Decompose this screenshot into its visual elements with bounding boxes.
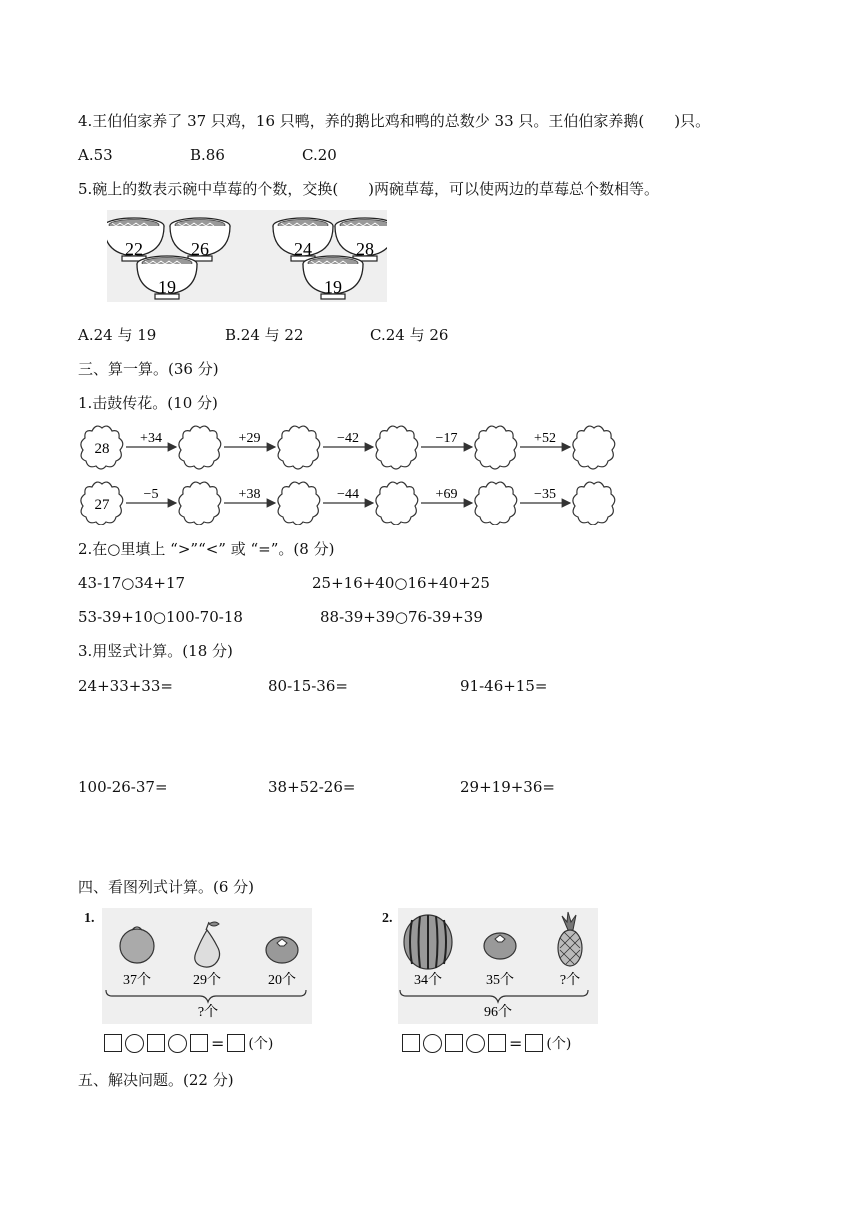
fig1-label: 1. (84, 911, 95, 926)
q4-option-c: C.20 (302, 146, 337, 164)
q5-option-c: C.24 与 26 (370, 326, 449, 344)
blank-box[interactable] (147, 1034, 165, 1052)
section4-title: 四、看图列式计算。(6 分) (78, 878, 255, 896)
op-label-row1-0: +34 (140, 431, 162, 446)
flower-row2-1 (179, 482, 221, 525)
fig2-label: 2. (382, 911, 393, 926)
flower-row2-start-number: 27 (94, 497, 110, 513)
s3-q3-expr-6: 29+19+36= (460, 778, 555, 796)
flower-row1-1 (179, 426, 221, 469)
flower-row1-2 (278, 426, 320, 469)
s3-q2-item-1: 43-17○34+17 (78, 574, 186, 592)
operator-circle[interactable] (125, 1034, 144, 1053)
s3-q1-title: 1.击鼓传花。(10 分) (78, 394, 218, 412)
fig1-count-2: 29个 (193, 973, 221, 988)
section5-title: 五、解决问题。(22 分) (78, 1071, 234, 1089)
operator-circle[interactable] (168, 1034, 187, 1053)
fig2-count-3: ?个 (559, 973, 581, 988)
q5-option-b: B.24 与 22 (225, 326, 304, 344)
s3-q2-item-2: 25+16+40○16+40+25 (312, 574, 490, 592)
equals-sign: = (211, 1033, 225, 1053)
drum-pass-flower-chain (80, 425, 620, 525)
fig1-equation-blanks (104, 1033, 273, 1053)
bowl-left-1-number: 22 (125, 239, 143, 259)
answer-box[interactable] (227, 1034, 245, 1052)
tangerine-icon (266, 937, 298, 963)
q4-question: 4.王伯伯家养了 37 只鸡，16 只鸭，养的鹅比鸡和鸭的总数少 33 只。王伯伯家养鹅( )只。 (78, 112, 711, 130)
s3-q2-title: 2.在○里填上 “>”“<” 或 “=”。(8 分) (78, 540, 335, 558)
blank-box[interactable] (104, 1034, 122, 1052)
fig2-brace (400, 990, 588, 1002)
s3-q3-expr-4: 100-26-37= (78, 778, 168, 796)
equals-sign: = (509, 1033, 523, 1053)
section3-title: 三、算一算。(36 分) (78, 360, 219, 378)
fig2-fruits (398, 908, 598, 1020)
q4-option-a: A.53 (78, 146, 113, 164)
blank-box[interactable] (445, 1034, 463, 1052)
fig1-count-1: 37个 (123, 973, 151, 988)
watermelon-icon (404, 915, 452, 969)
op-label-row2-3: +69 (435, 487, 458, 502)
flower-row1-4 (475, 426, 517, 469)
fig2-count-1: 34个 (414, 973, 442, 988)
fig1-total: ?个 (197, 1005, 219, 1020)
flower-row1-3 (376, 426, 418, 469)
op-label-row2-1: +38 (238, 487, 261, 502)
q5-option-a: A.24 与 19 (78, 326, 157, 344)
op-label-row2-2: −44 (337, 487, 359, 502)
blank-box[interactable] (402, 1034, 420, 1052)
strawberry-bowls-figure (107, 210, 387, 302)
flower-row2-4 (475, 482, 517, 525)
flower-row1-start-number: 28 (94, 441, 110, 457)
op-label-row1-1: +29 (238, 431, 261, 446)
fig2 (382, 908, 602, 1028)
answer-box[interactable] (525, 1034, 543, 1052)
pineapple-icon (558, 912, 582, 966)
s3-q3-expr-5: 38+52-26= (268, 778, 356, 796)
s3-q2-item-4: 88-39+39○76-39+39 (320, 608, 483, 626)
blank-box[interactable] (488, 1034, 506, 1052)
flower-row2-5 (573, 482, 615, 525)
fig1-unit: (个) (248, 1036, 274, 1052)
fig1-fruits (102, 908, 312, 1020)
op-label-row2-4: −35 (534, 487, 556, 502)
fig1 (84, 908, 316, 1028)
bowl-right-1-number: 24 (294, 239, 312, 259)
orange-icon (120, 927, 154, 963)
pear-icon (195, 922, 220, 967)
s3-q3-expr-3: 91-46+15= (460, 677, 548, 695)
flower-row1-5 (573, 426, 615, 469)
fig1-count-3: 20个 (268, 973, 296, 988)
op-label-row1-2: −42 (337, 431, 359, 446)
s3-q2-item-3: 53-39+10○100-70-18 (78, 608, 243, 626)
operator-circle[interactable] (466, 1034, 485, 1053)
bowl-left-3-number: 19 (158, 277, 176, 297)
blank-box[interactable] (190, 1034, 208, 1052)
bowl-right-2-number: 28 (356, 239, 374, 259)
fig2-total: 96个 (484, 1005, 512, 1020)
op-label-row1-4: +52 (534, 431, 556, 446)
op-label-row2-0: −5 (143, 487, 159, 502)
flower-row2-3 (376, 482, 418, 525)
flower-row2-2 (278, 482, 320, 525)
bowl-left-2-number: 26 (191, 239, 209, 259)
s3-q3-expr-1: 24+33+33= (78, 677, 173, 695)
fig1-brace (106, 990, 306, 1002)
q4-option-b: B.86 (190, 146, 225, 164)
fig2-unit: (个) (546, 1036, 572, 1052)
s3-q3-title: 3.用竖式计算。(18 分) (78, 642, 233, 660)
q5-question: 5.碗上的数表示碗中草莓的个数，交换( )两碗草莓，可以使两边的草莓总个数相等。 (78, 180, 660, 198)
op-label-row1-3: −17 (435, 431, 458, 446)
fig2-equation-blanks (402, 1033, 571, 1053)
fig2-count-2: 35个 (486, 973, 514, 988)
operator-circle[interactable] (423, 1034, 442, 1053)
bowl-right-3-number: 19 (324, 277, 342, 297)
s3-q3-expr-2: 80-15-36= (268, 677, 348, 695)
tangerine-icon (484, 933, 516, 959)
